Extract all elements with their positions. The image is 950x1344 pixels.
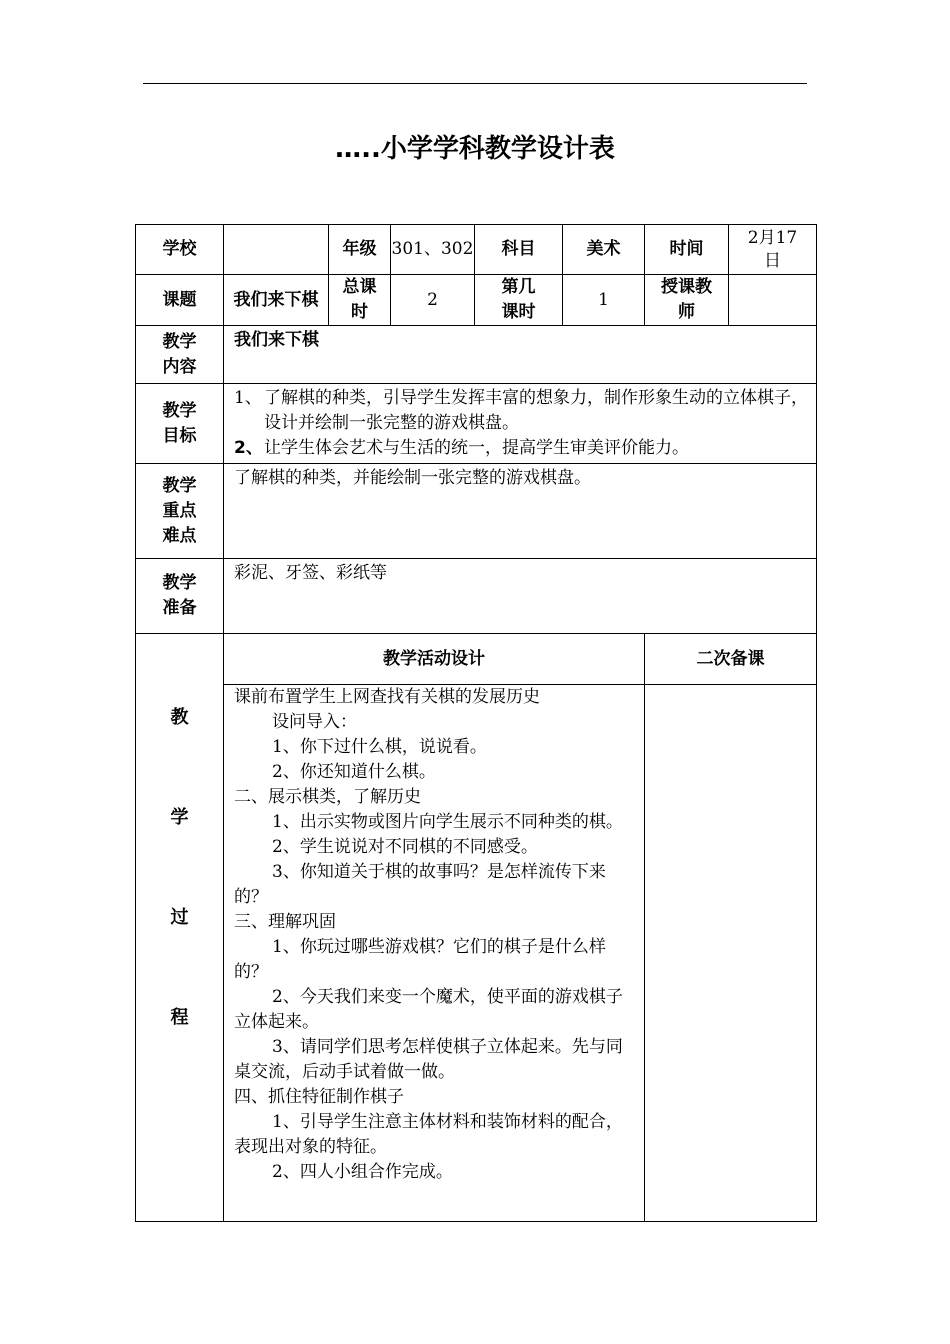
content-value: 我们来下棋 — [224, 326, 817, 384]
content-label: 教学内容 — [136, 326, 224, 384]
process-char: 程 — [170, 1007, 189, 1028]
activity-line: 2、学生说说对不同棋的不同感受。 — [272, 837, 538, 857]
activity-line: 2、今天我们来变一个魔术，使平面的游戏棋子立体起来。 — [234, 987, 623, 1032]
page-title: …..小学学科教学设计表 — [335, 134, 615, 164]
goal-number: 1、 — [234, 388, 262, 408]
goal-item — [234, 436, 808, 461]
activity-line: 3、你知道关于棋的故事吗？是怎样流传下来的？ — [234, 862, 606, 907]
activity-line: 3、请同学们思考怎样使棋子立体起来。先与同桌交流，后动手试着做一做。 — [234, 1037, 623, 1082]
header-rule — [143, 83, 807, 84]
total-lessons-label: 总课时 — [329, 275, 391, 326]
grade-label: 年级 — [329, 225, 391, 275]
goals-label: 教学目标 — [136, 384, 224, 464]
activity-line: 2、你还知道什么棋。 — [272, 762, 436, 782]
process-char: 过 — [170, 907, 189, 928]
keypoints-label: 教学重点难点 — [136, 464, 224, 559]
teacher-label: 授课教师 — [645, 275, 729, 326]
row-process-header — [136, 634, 817, 685]
time-value: 2月17日 — [729, 225, 817, 275]
prep-label: 教学准备 — [136, 559, 224, 634]
goal-number: 2、 — [234, 438, 263, 458]
row-topic — [136, 275, 817, 326]
activity-line: 1、你玩过哪些游戏棋？它们的棋子是什么样的？ — [234, 937, 606, 982]
process-char: 学 — [170, 807, 189, 828]
activity-line: 1、引导学生注意主体材料和装饰材料的配合，表现出对象的特征。 — [234, 1112, 623, 1157]
activity-design-header: 教学活动设计 — [224, 634, 645, 685]
lesson-number-label: 第几课时 — [475, 275, 563, 326]
activity-line: 三、理解巩固 — [234, 912, 336, 932]
goal-item — [234, 386, 808, 436]
row-school — [136, 225, 817, 275]
lesson-design-table — [135, 224, 817, 1222]
activity-line: 2、四人小组合作完成。 — [272, 1162, 453, 1182]
school-value — [224, 225, 329, 275]
lesson-number-value: 1 — [563, 275, 645, 326]
time-label: 时间 — [645, 225, 729, 275]
row-content — [136, 326, 817, 384]
activity-line: 二、展示棋类，了解历史 — [234, 787, 421, 807]
topic-value: 我们来下棋 — [224, 275, 329, 326]
subject-label: 科目 — [475, 225, 563, 275]
prep-value: 彩泥、牙签、彩纸等 — [224, 559, 817, 634]
process-char: 教 — [170, 707, 189, 728]
activity-line: 1、出示实物或图片向学生展示不同种类的棋。 — [272, 812, 623, 832]
goal-text: 让学生体会艺术与生活的统一，提高学生审美评价能力。 — [264, 438, 689, 458]
activity-line: 1、你下过什么棋，说说看。 — [272, 737, 487, 757]
process-label — [136, 634, 224, 1222]
row-prep — [136, 559, 817, 634]
row-goals — [136, 384, 817, 464]
activity-design-content — [224, 685, 645, 1222]
goals-value — [224, 384, 817, 464]
activity-line: 四、抓住特征制作棋子 — [234, 1087, 404, 1107]
teacher-value — [729, 275, 817, 326]
grade-value: 301、302 — [391, 225, 475, 275]
goal-text: 了解棋的种类，引导学生发挥丰富的想象力，制作形象生动的立体棋子，设计并绘制一张完整的游戏棋盘。 — [264, 388, 808, 433]
keypoints-value: 了解棋的种类，并能绘制一张完整的游戏棋盘。 — [224, 464, 817, 559]
activity-line: 课前布置学生上网查找有关棋的发展历史 — [234, 687, 540, 707]
school-label: 学校 — [136, 225, 224, 275]
second-prep-header: 二次备课 — [645, 634, 817, 685]
row-process-body — [136, 685, 817, 1222]
activity-line: 设问导入： — [272, 712, 357, 732]
subject-value: 美术 — [563, 225, 645, 275]
total-lessons-value: 2 — [391, 275, 475, 326]
row-keypoints — [136, 464, 817, 559]
second-prep-content — [645, 685, 817, 1222]
topic-label: 课题 — [136, 275, 224, 326]
